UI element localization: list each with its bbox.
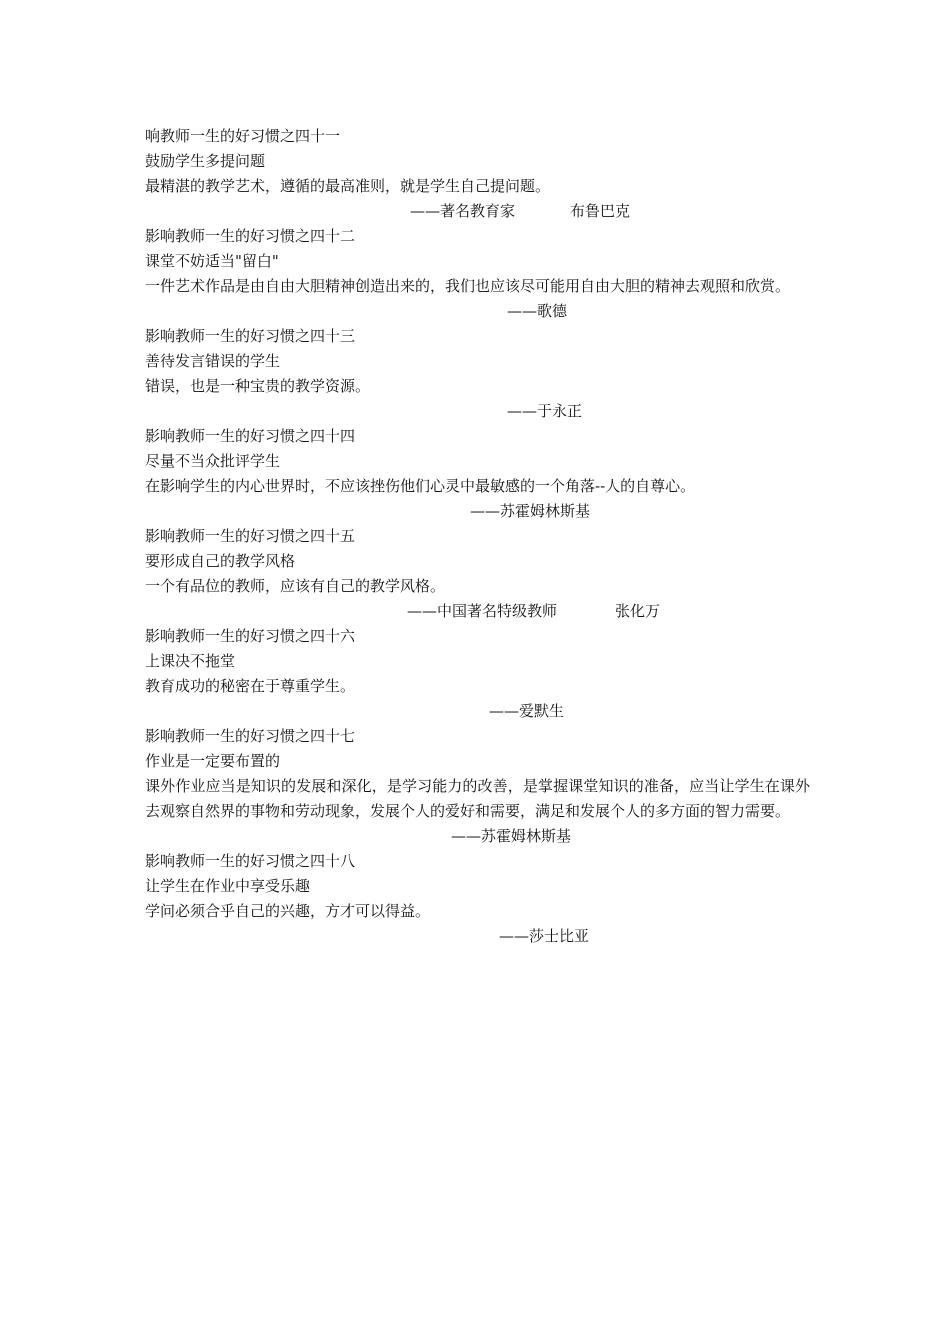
attribution-source: ——苏霍姆林斯基	[470, 502, 591, 520]
quote-attribution	[145, 499, 810, 524]
habit-quote: 最精湛的教学艺术，遵循的最高准则，就是学生自己提问题。	[145, 177, 551, 195]
attribution-source: ——爱默生	[489, 702, 565, 720]
attribution-name: 布鲁巴克	[570, 202, 631, 220]
habit-title: 鼓励学生多提问题	[145, 152, 266, 170]
attribution-prefix: ——中国著名特级教师	[407, 602, 558, 620]
attribution-source: ——歌德	[507, 302, 568, 320]
habit-quote: 在影响学生的内心世界时，不应该挫伤他们心灵中最敏感的一个角落--人的自尊心。	[145, 477, 696, 495]
attribution-prefix: ——著名教育家	[410, 202, 516, 220]
quote-attribution	[145, 699, 810, 724]
attribution-source: ——苏霍姆林斯基	[451, 827, 572, 845]
habit-heading: 影响教师一生的好习惯之四十二	[145, 227, 356, 245]
attribution-source: ——莎士比亚	[499, 927, 590, 945]
quote-attribution	[145, 299, 810, 324]
habit-title: 让学生在作业中享受乐趣	[145, 877, 311, 895]
habit-title: 上课决不拖堂	[145, 652, 236, 670]
attribution-name: 张化万	[615, 602, 661, 620]
habit-title: 作业是一定要布置的	[145, 752, 281, 770]
habit-quote: 错误，也是一种宝贵的教学资源。	[145, 377, 371, 395]
habit-quote: 学问必须合乎自己的兴趣，方才可以得益。	[145, 902, 431, 920]
habit-quote: 课外作业应当是知识的发展和深化，是学习能力的改善，是掌握课堂知识的准备，应当让学生在课外去观察自然界的事物和劳动现象，发展个人的爱好和需要，满足和发展个人的多方面的智力需要。	[145, 777, 810, 820]
quote-attribution	[145, 599, 810, 624]
habit-heading: 响教师一生的好习惯之四十一	[145, 127, 341, 145]
quote-attribution	[145, 924, 810, 949]
habit-heading: 影响教师一生的好习惯之四十六	[145, 627, 356, 645]
habit-heading: 影响教师一生的好习惯之四十五	[145, 527, 356, 545]
habit-heading: 影响教师一生的好习惯之四十七	[145, 727, 356, 745]
document-body	[145, 124, 810, 949]
habit-quote: 教育成功的秘密在于尊重学生。	[145, 677, 356, 695]
habit-heading: 影响教师一生的好习惯之四十八	[145, 852, 356, 870]
quote-attribution	[145, 199, 810, 224]
habit-heading: 影响教师一生的好习惯之四十四	[145, 427, 356, 445]
quote-attribution	[145, 824, 810, 849]
quote-attribution	[145, 399, 810, 424]
habit-heading: 影响教师一生的好习惯之四十三	[145, 327, 356, 345]
habit-quote: 一件艺术作品是由自由大胆精神创造出来的，我们也应该尽可能用自由大胆的精神去观照和欣赏。	[145, 277, 791, 295]
habit-title: 课堂不妨适当"留白"	[145, 252, 279, 270]
habit-quote: 一个有品位的教师，应该有自己的教学风格。	[145, 577, 446, 595]
habit-title: 善待发言错误的学生	[145, 352, 281, 370]
habit-title: 尽量不当众批评学生	[145, 452, 281, 470]
attribution-source: ——于永正	[507, 402, 583, 420]
habit-title: 要形成自己的教学风格	[145, 552, 296, 570]
